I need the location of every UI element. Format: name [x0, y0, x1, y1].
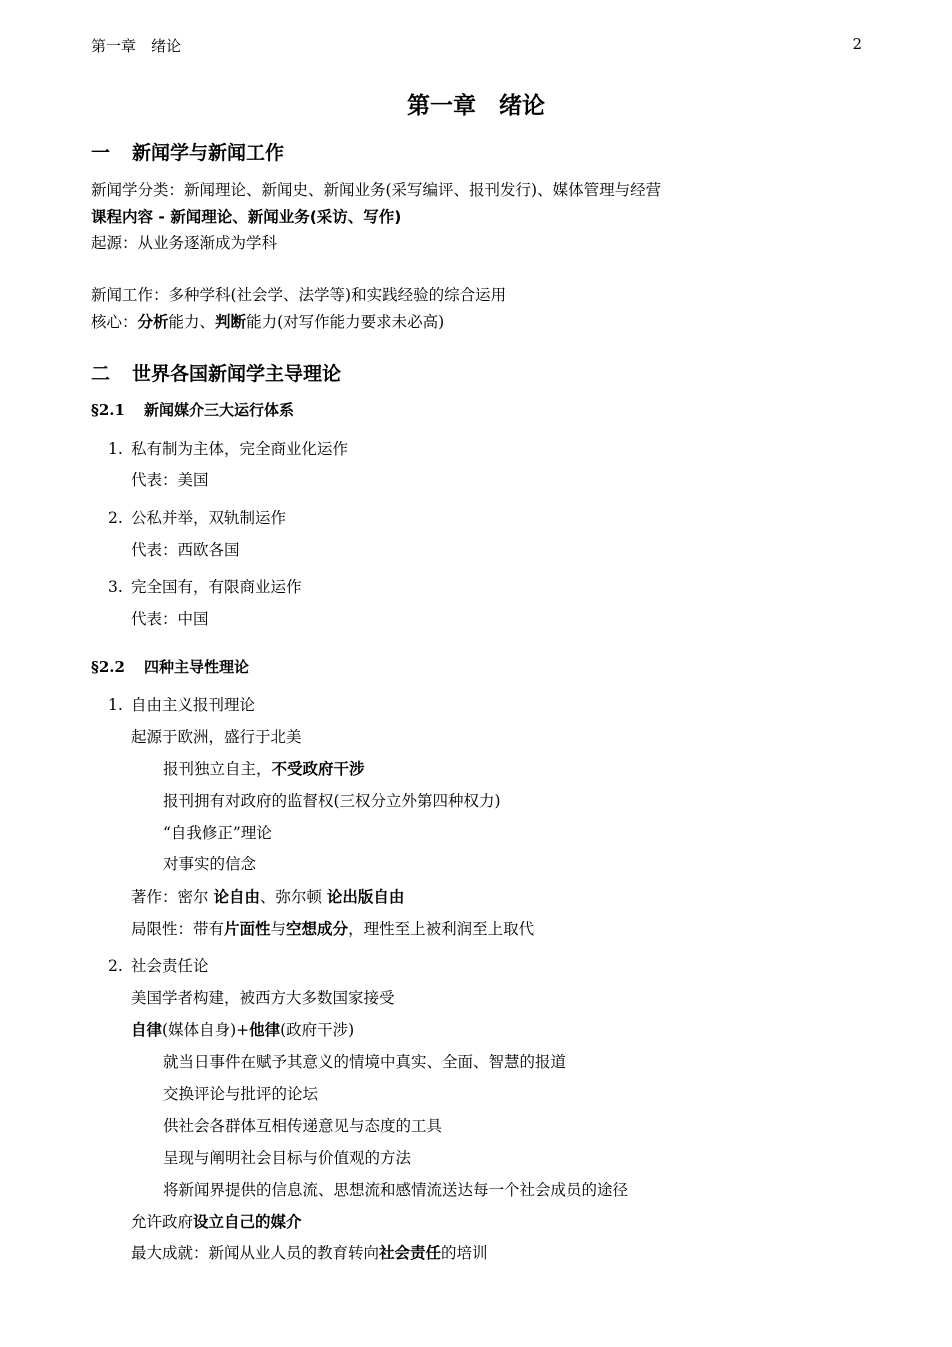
theory-point: 呈现与阐明社会目标与价值观的方法: [163, 1149, 412, 1167]
theory-point: 交换评论与批评的论坛: [163, 1085, 319, 1103]
list-item: 1. 自由主义报刊理论: [108, 696, 256, 714]
theory-point: 报刊独立自主，不受政府干涉: [163, 760, 365, 778]
list-item: 2. 社会责任论: [108, 957, 209, 975]
subsection-heading-2-1: §2.1 新闻媒介三大运行体系: [91, 401, 295, 419]
section-heading-1: [91, 138, 284, 165]
classification-line: 新闻学分类：新闻理论、新闻史、新闻业务(采写编评、报刊发行)、媒体管理与经营: [91, 181, 662, 199]
list-item: 1. 私有制为主体，完全商业化运作: [108, 440, 349, 458]
news-work-line: 新闻工作：多种学科(社会学、法学等)和实践经验的综合运用: [91, 286, 507, 304]
theory-point: “自我修正”理论: [163, 824, 272, 842]
section-title: 新闻学与新闻工作: [132, 142, 285, 164]
section-heading-2: [91, 359, 341, 386]
theory-builder: 美国学者构建，被西方大多数国家接受: [131, 989, 395, 1007]
section-number: 一: [91, 142, 111, 164]
list-item: 3. 完全国有，有限商业运作: [108, 578, 302, 596]
theory-point: 就当日事件在赋予其意义的情境中真实、全面、智慧的报道: [163, 1053, 567, 1071]
self-other-discipline: 自律(媒体自身)+他律(政府干涉): [131, 1021, 355, 1039]
section-title: 世界各国新闻学主导理论: [132, 363, 342, 385]
origin-line: 起源：从业务逐渐成为学科: [91, 234, 278, 252]
list-item: 2. 公私并举，双轨制运作: [108, 509, 287, 527]
list-item-representative: 代表：美国: [131, 471, 209, 489]
list-item-representative: 代表：中国: [131, 610, 209, 628]
theory-point: 将新闻界提供的信息流、思想流和感情流送达每一个社会成员的途径: [163, 1181, 629, 1199]
theory-limitation: 局限性：带有片面性与空想成分，理性至上被利润至上取代: [131, 920, 535, 938]
theory-origin: 起源于欧洲，盛行于北美: [131, 728, 302, 746]
theory-point: 对事实的信念: [163, 855, 257, 873]
subsection-heading-2-2: §2.2 四种主导性理论: [91, 658, 250, 676]
theory-point: 报刊拥有对政府的监督权(三权分立外第四种权力): [163, 792, 501, 810]
chapter-title: 第一章 绪论: [407, 93, 545, 119]
theory-works: 著作：密尔 论自由、弥尔顿 论出版自由: [131, 888, 405, 906]
theory-point: 供社会各群体互相传递意见与态度的工具: [163, 1117, 443, 1135]
achievement-line: 最大成就：新闻从业人员的教育转向社会责任的培训: [131, 1244, 488, 1262]
core-line: 核心：分析能力、判断能力(对写作能力要求未必高): [91, 313, 445, 331]
running-header-chapter: 第一章 绪论: [91, 37, 182, 55]
list-item-representative: 代表：西欧各国: [131, 541, 240, 559]
course-content-line: 课程内容 - 新闻理论、新闻业务(采访、写作): [91, 208, 402, 226]
page-number: 2: [852, 35, 862, 53]
government-media-line: 允许政府设立自己的媒介: [131, 1213, 302, 1231]
section-number: 二: [91, 363, 111, 385]
